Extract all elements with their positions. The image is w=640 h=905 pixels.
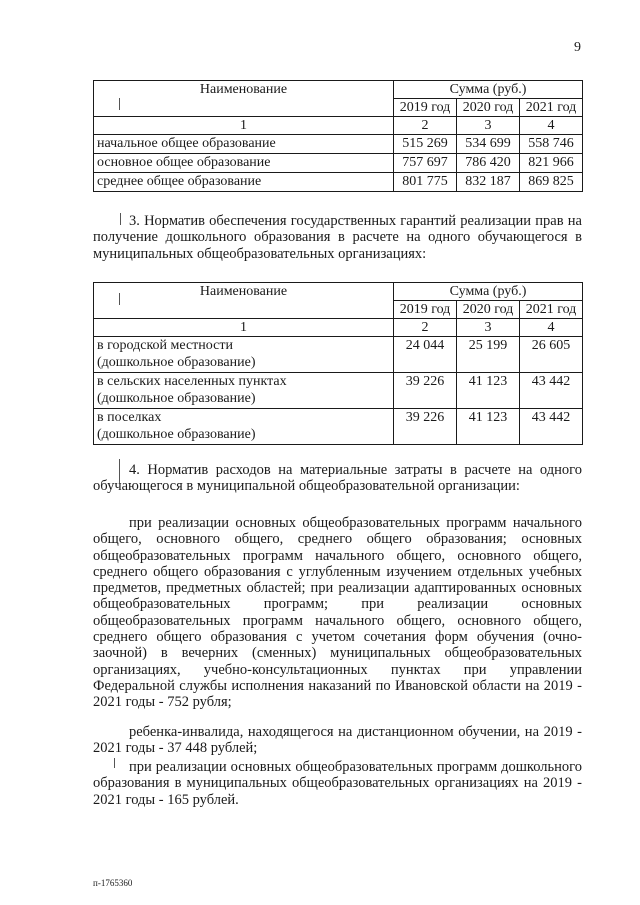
table2-colnum: 4 xyxy=(520,319,583,337)
table-row xyxy=(94,135,583,154)
row-name xyxy=(94,337,394,373)
document-code: п-1765360 xyxy=(93,878,133,888)
row-name xyxy=(94,373,394,409)
table-row xyxy=(94,373,583,409)
row-name-line1: в сельских населенных пунктах xyxy=(97,374,287,389)
row-name-line2: (дошкольное образование) xyxy=(97,391,256,406)
section-4-item: при реализации основных общеобразовательных программ начального общего, основного общего, среднего общего образования; основных общеобразовательных программ начального общего, основного общего, среднего общего образования с углубленным изучением отдельных учебных предметов, предметных областей; при реализации адаптированных основных общеобразовательных программ; при реализации основных общеобразовательных программ начального общего, основного общего, среднего общего образования с учетом сочетания форм обучения (очно-заочной) в вечерних (сменных) муниципальных общеобразовательных организациях, учебно-консультационных пунктах при управлении Федеральной службы исполнения наказаний по Ивановской области на 2019 - 2021 годы - 752 рубля; xyxy=(93,515,582,711)
value-2019: 515 269 xyxy=(394,135,457,154)
table-row xyxy=(94,409,583,445)
value-2019: 801 775 xyxy=(394,173,457,192)
table2-year-2021: 2021 год xyxy=(520,301,583,319)
table2-header-name: Наименование xyxy=(94,283,394,319)
value-2020: 786 420 xyxy=(457,154,520,173)
value-2021: 26 605 xyxy=(520,337,583,373)
scan-mark xyxy=(119,98,120,110)
section-4-text: 4. Норматив расходов на материальные затраты в расчете на одного обучающегося в муниципальной общеобразовательной организации: xyxy=(93,462,582,495)
value-2019: 757 697 xyxy=(394,154,457,173)
table1-year-2021: 2021 год xyxy=(520,99,583,117)
row-name: начальное общее образование xyxy=(94,135,394,154)
table-general-education xyxy=(93,80,583,192)
table-row xyxy=(94,154,583,173)
table-preschool-education xyxy=(93,282,583,445)
value-2020: 41 123 xyxy=(457,409,520,445)
value-2020: 25 199 xyxy=(457,337,520,373)
table2-header-sum: Сумма (руб.) xyxy=(394,283,583,301)
row-name-line2: (дошкольное образование) xyxy=(97,427,256,442)
value-2021: 43 442 xyxy=(520,373,583,409)
row-name-line1: в городской местности xyxy=(97,338,233,353)
table2-colnum: 2 xyxy=(394,319,457,337)
row-name: основное общее образование xyxy=(94,154,394,173)
value-2021: 558 746 xyxy=(520,135,583,154)
row-name-line1: в поселках xyxy=(97,410,162,425)
value-2021: 869 825 xyxy=(520,173,583,192)
table-row xyxy=(94,173,583,192)
table2-colnum: 3 xyxy=(457,319,520,337)
value-2020: 41 123 xyxy=(457,373,520,409)
page-number: 9 xyxy=(574,40,581,55)
row-name: среднее общее образование xyxy=(94,173,394,192)
section-3-text: 3. Норматив обеспечения государственных гарантий реализации прав на получение дошкольного образования в расчете на одного обучающегося в муниципальных общеобразовательных организациях: xyxy=(93,213,582,262)
table1-colnum: 1 xyxy=(94,117,394,135)
section-4-item: ребенка-инвалида, находящегося на дистанционном обучении, на 2019 - 2021 годы - 37 448 рублей; xyxy=(93,724,582,757)
value-2021: 43 442 xyxy=(520,409,583,445)
table1-header-name: Наименование xyxy=(94,81,394,117)
table2-colnum: 1 xyxy=(94,319,394,337)
value-2019: 24 044 xyxy=(394,337,457,373)
table1-colnum: 3 xyxy=(457,117,520,135)
table1-header-sum: Сумма (руб.) xyxy=(394,81,583,99)
table1-colnum: 2 xyxy=(394,117,457,135)
table1-year-2019: 2019 год xyxy=(394,99,457,117)
value-2019: 39 226 xyxy=(394,409,457,445)
table2-year-2020: 2020 год xyxy=(457,301,520,319)
section-4-item: при реализации основных общеобразовательных программ дошкольного образования в муниципальных общеобразовательных организациях на 2019 - 2021 годы - 165 рублей. xyxy=(93,759,582,808)
row-name-line2: (дошкольное образование) xyxy=(97,355,256,370)
row-name xyxy=(94,409,394,445)
table1-colnum: 4 xyxy=(520,117,583,135)
value-2021: 821 966 xyxy=(520,154,583,173)
table-row xyxy=(94,337,583,373)
value-2020: 534 699 xyxy=(457,135,520,154)
value-2019: 39 226 xyxy=(394,373,457,409)
value-2020: 832 187 xyxy=(457,173,520,192)
table2-year-2019: 2019 год xyxy=(394,301,457,319)
table1-year-2020: 2020 год xyxy=(457,99,520,117)
